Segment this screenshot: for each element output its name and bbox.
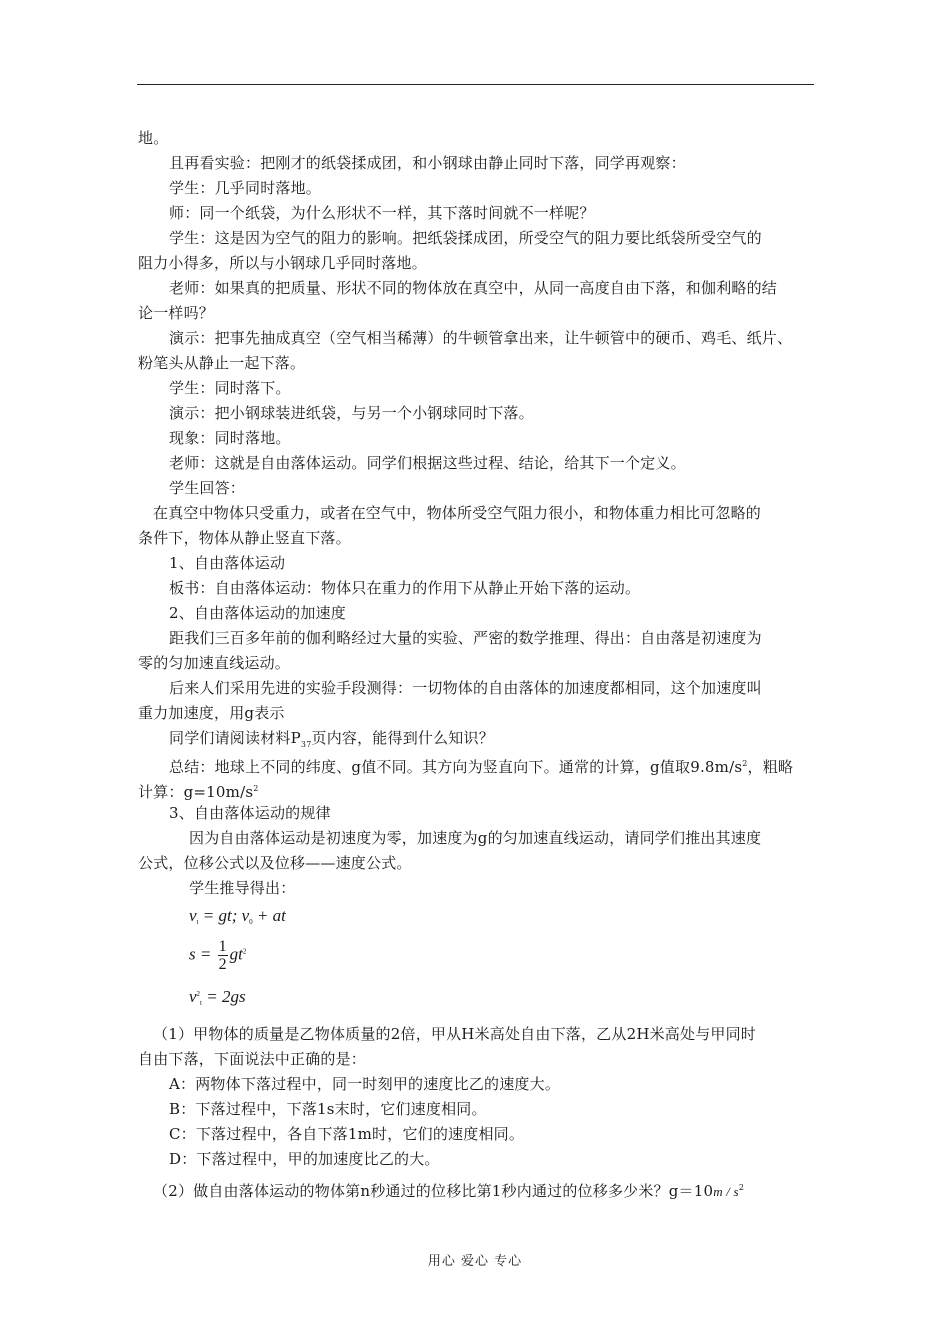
- option-c: C：下落过程中，各自下落1m时，它们的速度相同。: [169, 1125, 525, 1143]
- text-line: 计算：$g=10m/s^2$: [138, 783, 259, 801]
- text-line: 后来人们采用先进的实验手段测得：一切物体的自由落体的加速度都相同，这个加速度叫: [169, 679, 762, 697]
- section-heading: 1、自由落体运动: [169, 554, 286, 572]
- text-line: 公式，位移公式以及位移——速度公式。: [138, 854, 412, 872]
- text-line: 现象：同时落地。: [169, 429, 291, 447]
- option-a: A：两物体下落过程中，同一时刻甲的速度比乙的速度大。: [169, 1075, 561, 1093]
- text-line: 条件下，物体从静止竖直下落。: [138, 529, 351, 547]
- text-line: 粉笔头从静止一起下落。: [138, 354, 306, 372]
- text-line: 学生：同时落下。: [169, 379, 291, 397]
- text-line: 阻力小得多，所以与小钢球几乎同时落地。: [138, 254, 427, 272]
- text-line: 老师：如果真的把质量、形状不同的物体放在真空中，从同一高度自由下落，和伽利略的结: [169, 279, 778, 297]
- text-line: 演示：把小钢球装进纸袋，与另一个小钢球同时下落。: [169, 404, 534, 422]
- header-rule: [137, 84, 814, 85]
- text-line: 总结：地球上不同的纬度、g值不同。其方向为竖直向下。通常的计算，g值取$9.8m/s^2$，粗略: [169, 758, 794, 776]
- text-line: 师：同一个纸袋，为什么形状不一样，其下落时间就不一样呢？: [169, 204, 595, 222]
- text-line: 因为自由落体运动是初速度为零，加速度为g的匀加速直线运动，请同学们推出其速度: [189, 829, 762, 847]
- text-line: 重力加速度，用g表示: [138, 704, 285, 722]
- question-text: 自由下落，下面说法中正确的是：: [138, 1050, 367, 1068]
- option-d: D：下落过程中，甲的加速度比乙的大。: [169, 1150, 440, 1168]
- fraction: $\frac{1}{2}$: [218, 938, 227, 973]
- text-line: 学生推导得出：: [189, 879, 296, 897]
- page-footer: 用心 爱心 专心: [427, 1254, 523, 1269]
- text-line: 零的匀加速直线运动。: [138, 654, 291, 672]
- text-line: 在真空中物体只受重力，或者在空气中，物体所受空气阻力很小，和物体重力相比可忽略的: [153, 504, 762, 522]
- velocity-displacement-formula: $v^2_t = 2gs$: [189, 987, 246, 1007]
- text-line: 且再看实验：把刚才的纸袋揉成团，和小钢球由静止同时下落，同学再观察：: [169, 154, 686, 172]
- text-line: 学生：这是因为空气的阻力的影响。把纸袋揉成团，所受空气的阻力要比纸袋所受空气的: [169, 229, 762, 247]
- velocity-formula: $v_t$ = gt; $v_0$ + at: [189, 906, 286, 926]
- text-line: 学生回答：: [169, 479, 246, 497]
- text-line: 学生：几乎同时落地。: [169, 179, 322, 197]
- text-line: 地。: [138, 129, 169, 147]
- displacement-formula: s = $\frac{1}{2}$ $gt^2$: [189, 938, 247, 973]
- question-text: （1）甲物体的质量是乙物体质量的2倍，甲从H米高处自由下落，乙从2H米高处与甲同时: [153, 1025, 756, 1043]
- text-line: 论一样吗？: [138, 304, 215, 322]
- text-line: 板书：自由落体运动：物体只在重力的作用下从静止开始下落的运动。: [169, 579, 641, 597]
- section-heading: 3、自由落体运动的规律: [169, 804, 331, 822]
- section-heading: 2、自由落体运动的加速度: [169, 604, 346, 622]
- text-line: 距我们三百多年前的伽利略经过大量的实验、严密的数学推理、得出：自由落是初速度为: [169, 629, 762, 647]
- text-line: 同学们请阅读材料$P_{37}$页内容，能得到什么知识？: [169, 729, 494, 749]
- text-line: 老师：这就是自由落体运动。同学们根据这些过程、结论，给其下一个定义。: [169, 454, 686, 472]
- question-text: （2）做自由落体运动的物体第n秒通过的位移比第1秒内通过的位移多少米？$g=10m / s^2$: [153, 1182, 745, 1200]
- text-line: 演示：把事先抽成真空（空气相当稀薄）的牛顿管拿出来，让牛顿管中的硬币、鸡毛、纸片、: [169, 329, 793, 347]
- option-b: B：下落过程中，下落1s末时，它们速度相同。: [169, 1100, 487, 1118]
